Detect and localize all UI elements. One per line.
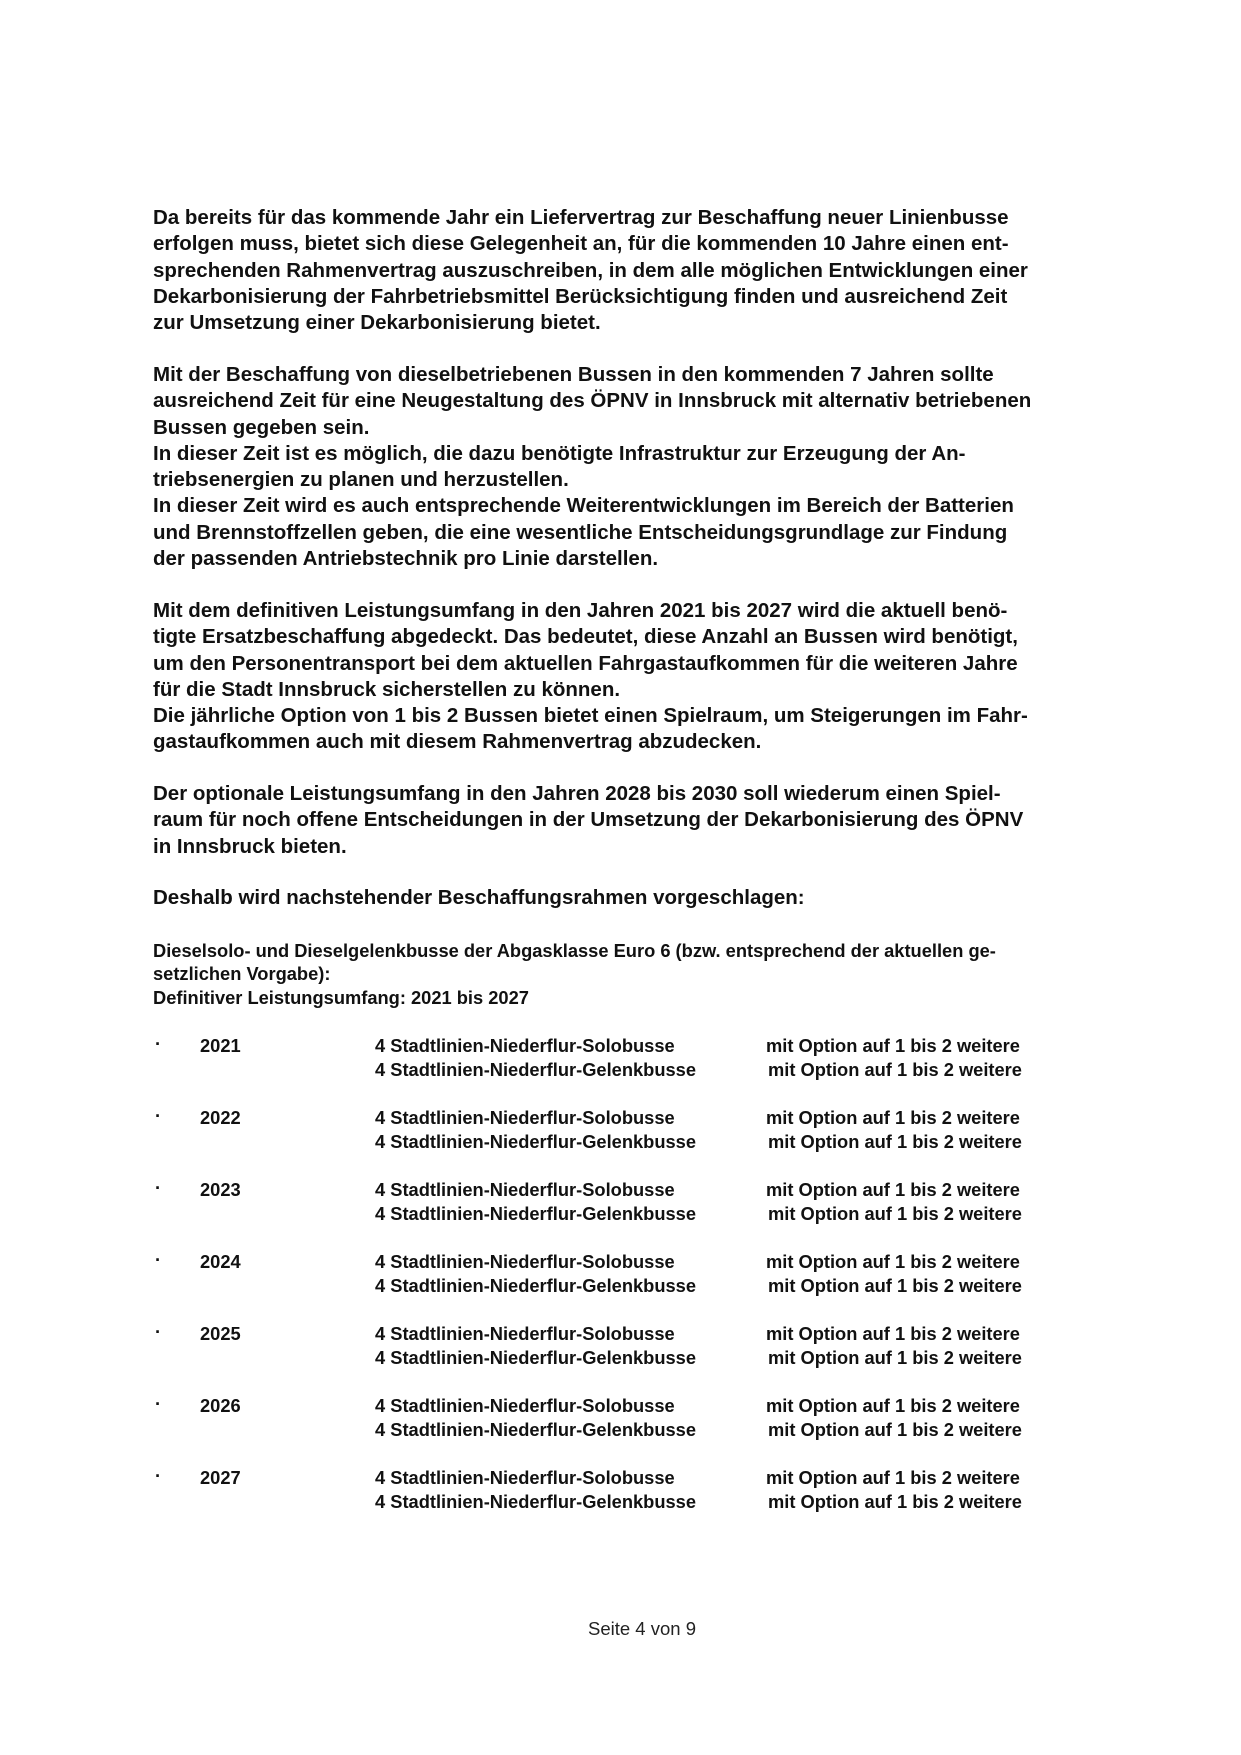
text-line: um den Personentransport bei dem aktuellen Fahrgastaufkommen für die weiteren Jahre [153, 651, 1018, 675]
schedule-articulated-buses: 4 Stadtlinien-Niederflur-Gelenkbusse [375, 1131, 697, 1152]
framework-description [153, 939, 1143, 1009]
text-line: Der optionale Leistungsumfang in den Jahren 2028 bis 2030 soll wiederum einen Spiel- [153, 782, 1001, 805]
schedule-solo-buses: 4 Stadtlinien-Niederflur-Solobusse [375, 1179, 675, 1200]
schedule-articulated-option: mit Option auf 1 bis 2 weitere [768, 1491, 1022, 1512]
schedule-articulated-option: mit Option auf 1 bis 2 weitere [768, 1419, 1022, 1440]
schedule-solo-option: mit Option auf 1 bis 2 weitere [766, 1107, 1020, 1128]
bullet-icon: · [155, 1105, 162, 1126]
schedule-articulated-option: mit Option auf 1 bis 2 weitere [768, 1275, 1022, 1296]
paragraph-optional-scope [153, 781, 1143, 860]
text-line: Bussen gegeben sein. [153, 415, 370, 439]
schedule-solo-option: mit Option auf 1 bis 2 weitere [766, 1395, 1020, 1416]
schedule-solo-option: mit Option auf 1 bis 2 weitere [766, 1323, 1020, 1344]
text-line: setzlichen Vorgabe): [153, 963, 331, 985]
schedule-articulated-option: mit Option auf 1 bis 2 weitere [768, 1059, 1022, 1080]
bullet-icon: · [155, 1177, 162, 1198]
schedule-year: 2027 [200, 1467, 241, 1488]
schedule-solo-option: mit Option auf 1 bis 2 weitere [766, 1467, 1020, 1488]
paragraph-procurement-opportunity [153, 205, 1143, 336]
schedule-articulated-buses: 4 Stadtlinien-Niederflur-Gelenkbusse [375, 1491, 697, 1512]
schedule-solo-buses: 4 Stadtlinien-Niederflur-Solobusse [375, 1035, 675, 1056]
schedule-solo-buses: 4 Stadtlinien-Niederflur-Solobusse [375, 1467, 675, 1488]
schedule-solo-buses: 4 Stadtlinien-Niederflur-Solobusse [375, 1395, 675, 1416]
paragraph-proposal-intro [153, 885, 1143, 911]
schedule-articulated-buses: 4 Stadtlinien-Niederflur-Gelenkbusse [375, 1203, 697, 1224]
schedule-year: 2025 [200, 1323, 241, 1344]
schedule-articulated-option: mit Option auf 1 bis 2 weitere [768, 1203, 1022, 1224]
text-line: erfolgen muss, bietet sich diese Gelegenheit an, für die kommenden 10 Jahre einen ent- [153, 232, 1009, 256]
schedule-articulated-option: mit Option auf 1 bis 2 weitere [768, 1131, 1022, 1152]
paragraph-definitive-scope [153, 598, 1143, 756]
schedule-year: 2023 [200, 1179, 241, 1200]
schedule-solo-buses: 4 Stadtlinien-Niederflur-Solobusse [375, 1251, 675, 1272]
text-line: In dieser Zeit wird es auch entsprechende Weiterentwicklungen im Bereich der Batterien [153, 494, 1014, 518]
schedule-year: 2022 [200, 1107, 241, 1128]
schedule-year: 2026 [200, 1395, 241, 1416]
text-line: sprechenden Rahmenvertrag auszuschreiben, in dem alle möglichen Entwicklungen einer [153, 258, 1028, 282]
text-line: tigte Ersatzbeschaffung abgedeckt. Das bedeutet, diese Anzahl an Bussen wird benötigt, [153, 625, 1018, 649]
text-line: zur Umsetzung einer Dekarbonisierung bietet. [153, 311, 601, 335]
page-number-footer: Seite 4 von 9 [588, 1618, 696, 1639]
text-line: Die jährliche Option von 1 bis 2 Bussen bietet einen Spielraum, um Steigerungen im Fahr- [153, 704, 1028, 728]
paragraph-diesel-transition [153, 362, 1143, 572]
text-line: Da bereits für das kommende Jahr ein Liefervertrag zur Beschaffung neuer Linienbusse [153, 206, 1009, 229]
bullet-icon: · [155, 1249, 162, 1270]
text-line: triebsenergien zu planen und herzustellen. [153, 468, 569, 492]
text-line: und Brennstoffzellen geben, die eine wesentliche Entscheidungsgrundlage zur Findung [153, 520, 1008, 544]
text-line: der passenden Antriebstechnik pro Linie darstellen. [153, 547, 659, 571]
text-line: Dekarbonisierung der Fahrbetriebsmittel Berücksichtigung finden und ausreichend Zeit [153, 284, 1008, 308]
text-line: gastaufkommen auch mit diesem Rahmenvertrag abzudecken. [153, 730, 762, 754]
schedule-solo-buses: 4 Stadtlinien-Niederflur-Solobusse [375, 1323, 675, 1344]
schedule-year: 2021 [200, 1035, 241, 1056]
schedule-articulated-option: mit Option auf 1 bis 2 weitere [768, 1347, 1022, 1368]
schedule-articulated-buses: 4 Stadtlinien-Niederflur-Gelenkbusse [375, 1275, 697, 1296]
text-line: Dieselsolo- und Dieselgelenkbusse der Abgasklasse Euro 6 (bzw. entsprechend der aktuellen ge- [153, 940, 996, 961]
schedule-articulated-buses: 4 Stadtlinien-Niederflur-Gelenkbusse [375, 1347, 697, 1368]
text-line: in Innsbruck bieten. [153, 834, 347, 858]
text-line: für die Stadt Innsbruck sicherstellen zu können. [153, 677, 621, 701]
text-line: ausreichend Zeit für eine Neugestaltung des ÖPNV in Innsbruck mit alternativ betriebenen [153, 389, 1032, 413]
text-line: In dieser Zeit ist es möglich, die dazu benötigte Infrastruktur zur Erzeugung der An- [153, 441, 966, 465]
text-line: Mit der Beschaffung von dieselbetriebenen Bussen in den kommenden 7 Jahren sollte [153, 363, 994, 386]
schedule-solo-option: mit Option auf 1 bis 2 weitere [766, 1035, 1020, 1056]
schedule-solo-option: mit Option auf 1 bis 2 weitere [766, 1179, 1020, 1200]
bullet-icon: · [155, 1465, 162, 1486]
bullet-icon: · [155, 1321, 162, 1342]
schedule-year: 2024 [200, 1251, 241, 1272]
bullet-icon: · [155, 1393, 162, 1414]
schedule-solo-buses: 4 Stadtlinien-Niederflur-Solobusse [375, 1107, 675, 1128]
schedule-articulated-buses: 4 Stadtlinien-Niederflur-Gelenkbusse [375, 1059, 697, 1080]
schedule-articulated-buses: 4 Stadtlinien-Niederflur-Gelenkbusse [375, 1419, 697, 1440]
text-line: Mit dem definitiven Leistungsumfang in den Jahren 2021 bis 2027 wird die aktuell benö- [153, 599, 1008, 622]
bullet-icon: · [155, 1033, 162, 1054]
text-line: raum für noch offene Entscheidungen in der Umsetzung der Dekarbonisierung des ÖPNV [153, 808, 1024, 832]
schedule-solo-option: mit Option auf 1 bis 2 weitere [766, 1251, 1020, 1272]
text-line: Deshalb wird nachstehender Beschaffungsrahmen vorgeschlagen: [153, 886, 805, 909]
text-line: Definitiver Leistungsumfang: 2021 bis 2027 [153, 986, 529, 1008]
